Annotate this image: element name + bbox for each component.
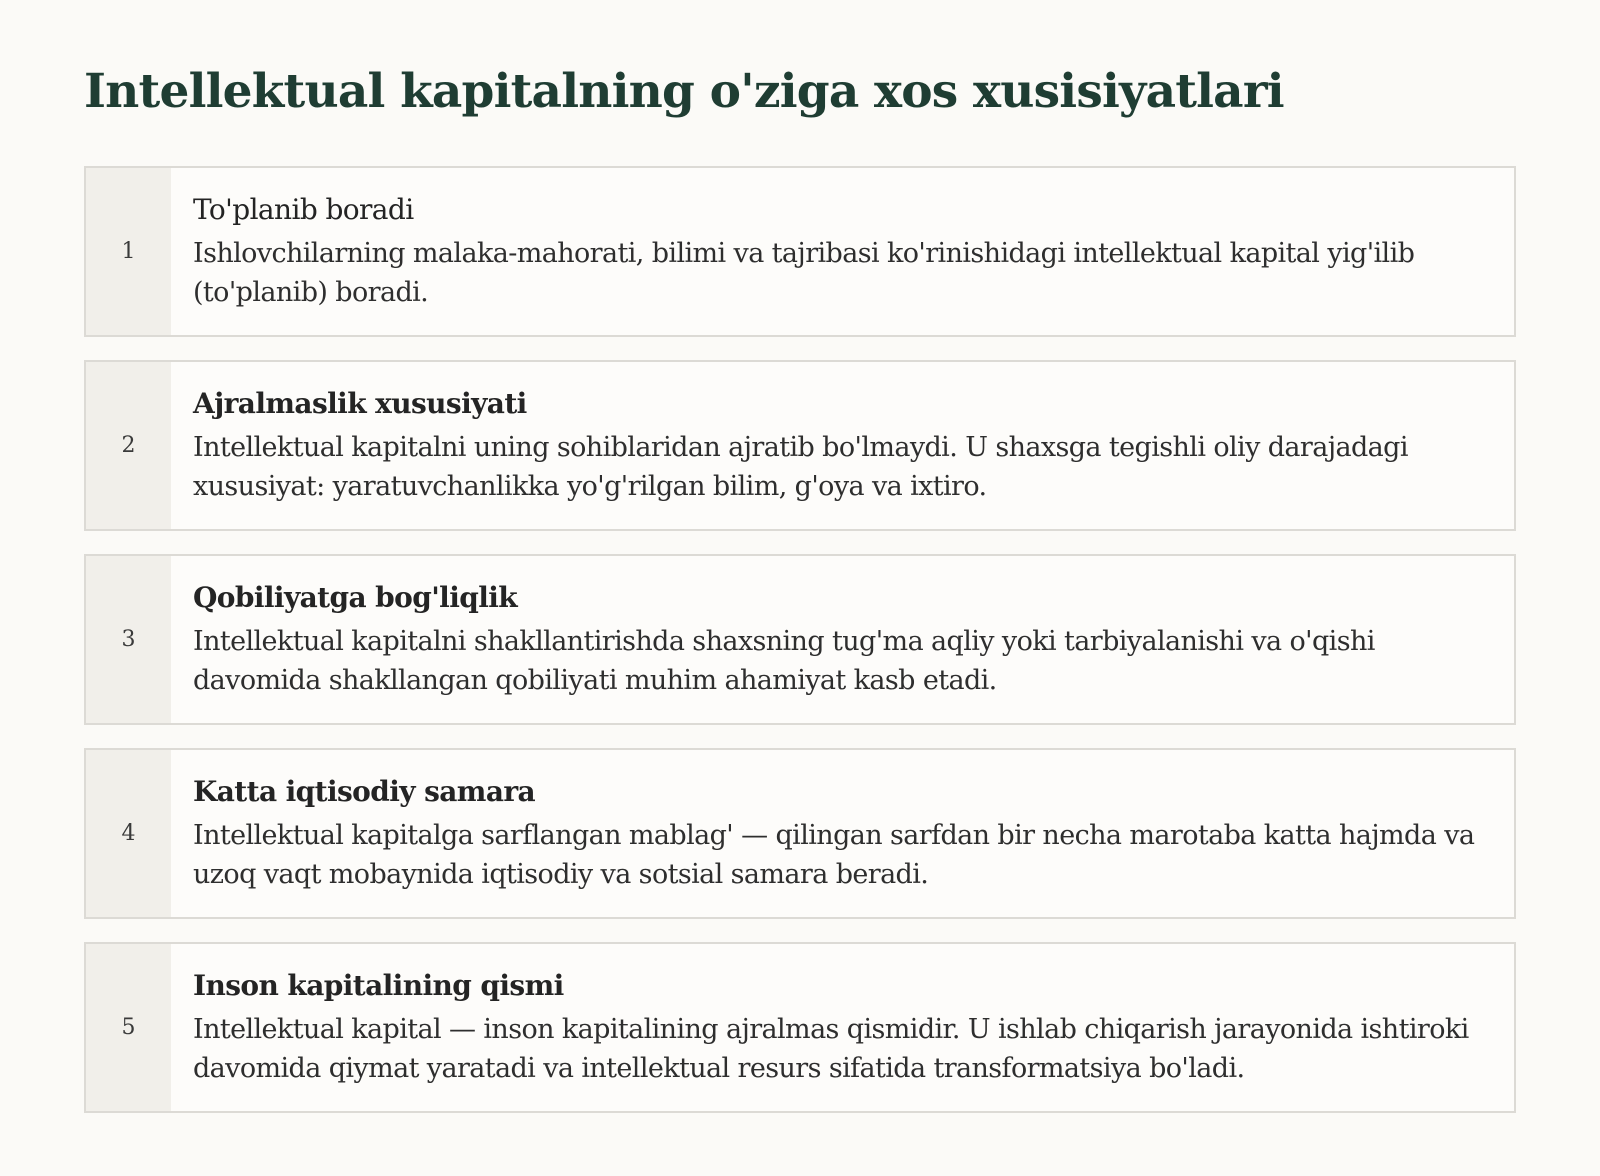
item-description: Intellektual kapital — inson kapitalining ajralmas qismidir. U ishlab chiqarish jarayonida ishtiroki davomida qiymat yaratadi va intellektual resurs sifatida transformatsiya bo'ladi.: [193, 1014, 1469, 1084]
item-title: Katta iqtisodiy samara: [193, 775, 536, 808]
item-number: 3: [86, 556, 171, 723]
list-item: [84, 166, 1516, 337]
item-title: Ajralmaslik xususiyati: [193, 387, 527, 420]
item-title: Qobiliyatga bog'liqlik: [193, 581, 518, 614]
feature-list: [84, 166, 1516, 1113]
list-item: [84, 554, 1516, 725]
list-item: [84, 360, 1516, 531]
item-number: 2: [86, 362, 171, 529]
item-content: [171, 362, 1514, 529]
item-title: Inson kapitalining qismi: [193, 969, 564, 1002]
list-item: [84, 748, 1516, 919]
item-number: 1: [86, 168, 171, 335]
item-description: Intellektual kapitalni shakllantirishda shaxsning tug'ma aqliy yoki tarbiyalanishi va o'qishi davomida shakllangan qobiliyati muhim ahamiyat kasb etadi.: [193, 626, 1375, 696]
page-title: Intellektual kapitalning o'ziga xos xusisiyatlari: [84, 64, 1284, 119]
item-content: [171, 750, 1514, 917]
item-description: Intellektual kapitalga sarflangan mablag' — qilingan sarfdan bir necha marotaba katta hajmda va uzoq vaqt mobaynida iqtisodiy va sotsial samara beradi.: [193, 820, 1475, 890]
item-content: [171, 168, 1514, 335]
item-description: Ishlovchilarning malaka-mahorati, bilimi va tajribasi ko'rinishidagi intellektual kapital yig'ilib (to'planib) boradi.: [193, 238, 1415, 308]
item-number: 4: [86, 750, 171, 917]
item-content: [171, 556, 1514, 723]
list-item: [84, 942, 1516, 1113]
item-content: [171, 944, 1514, 1111]
item-number: 5: [86, 944, 171, 1111]
item-title: To'planib boradi: [193, 193, 414, 226]
item-description: Intellektual kapitalni uning sohiblaridan ajratib bo'lmaydi. U shaxsga tegishli oliy darajadagi xususiyat: yaratuvchanlikka yo'g'rilgan bilim, g'oya va ixtiro.: [193, 432, 1408, 502]
